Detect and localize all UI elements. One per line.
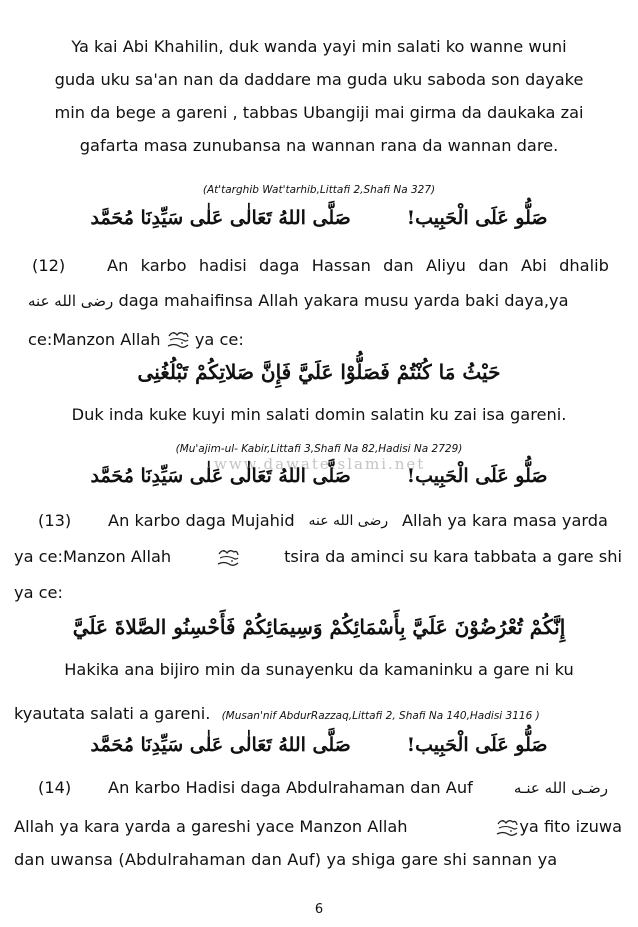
p1-citation: (At'targhib Wat'tarhib,Littafi 2,Shafi Na 327) [202,184,436,196]
salawat-sallallahu: صَلَّى اللهُ تَعَالٰى عَلٰى سَيِّدِنَا مُحَمَّد [90,207,351,229]
hadith-14-line-1 [108,778,608,798]
text: Allah ya kara masa yarda [401,511,608,530]
word: Aliyu [425,256,466,275]
hadith-12-line-2-text: daga mahaifinsa Allah yakara musu yarda baki daya,ya [118,291,569,310]
word: hadisi [198,256,247,275]
p1-line-1: Ya kai Abi Khahilin, duk wanda yayi min salati ko wanne wuni [71,37,567,56]
p1-line-3: min da bege a gareni , tabbas Ubangiji mai girma da daukaka zai [54,103,584,122]
hadith-13-line-1 [108,511,608,531]
text: dan uwansa (Abdulrahaman dan Auf) ya shiga gare shi sannan ya [14,850,558,869]
p1-line-4: gafarta masa zunubansa na wannan rana da wannan dare. [79,136,559,155]
word: dan [478,256,509,275]
radiallahu-anhu: رضى الله عنه [308,513,389,529]
hadith-13-number: (13) [38,511,72,530]
radiallahu-anhu: رضـى الله عنـه [513,779,608,797]
hadith-13-translation-2 [14,704,540,726]
hadith-13-translation-1: Hakika ana bijiro min da sunayenku da kamaninku a gare ni ku [64,660,574,679]
page-number: 6 [314,902,324,917]
text: Allah ya kara yarda a gareshi yace Manzon Allah [14,817,408,836]
text: ya ce: [194,330,244,349]
hadith-13-citation: (Musan'nif AbdurRazzaq,Littafi 2, Shafi Na 140,Hadisi 3116 ) [221,710,540,722]
hadith-14-number: (14) [38,778,72,797]
word: daga [259,256,300,275]
salawat-sallallahu: صَلَّى اللهُ تَعَالٰى عَلٰى سَيِّدِنَا مُحَمَّد [90,734,351,756]
sallallahu-alaihi-wasallam-seal-icon [216,546,240,568]
hadith-12-arabic: حَيْثُ مَا كُنْتُمْ فَصَلُّوْا عَلَيَّ فَإِنَّ صَلاتِكُمْ تَبْلُغُنِى [137,360,501,384]
word: dan [383,256,414,275]
salawat-habib: صَلُّو عَلَى الْحَبِيب! [406,734,548,756]
hadith-12-translation: Duk inda kuke kuyi min salati domin salatin ku zai isa gareni. [71,405,567,424]
hadith-12-line-1 [107,256,609,276]
word: An [107,256,129,275]
text: ya fito izuwa [519,817,622,836]
radiallahu-anhu: رضى الله عنه [28,292,114,310]
hadith-12-line-2 [28,291,569,311]
salawat-line-2 [0,466,638,486]
sallallahu-alaihi-wasallam-seal-icon [495,816,519,838]
text: ya ce:Manzon Allah [14,547,172,566]
hadith-14-line-3 [14,850,622,870]
salawat-sallallahu: صَلَّى اللهُ تَعَالٰى عَلٰى سَيِّدِنَا مُحَمَّد [90,465,351,487]
hadith-12-citation: (Mu'ajim-ul- Kabir,Littafi 3,Shafi Na 82,Hadisi Na 2729) [175,443,463,455]
hadith-14-line-2 [14,816,622,838]
word: dhalib [559,256,609,275]
word: Hassan [311,256,371,275]
p1-line-2: guda uku sa'an nan da daddare ma guda uku saboda son dayake [54,70,584,89]
hadith-13-line-3: ya ce: [14,583,63,602]
hadith-13-arabic: إِنَّكُمْ تُعْرُضُوْنَ عَلَيَّ بِأَسْمَائِكُمْ وَسِيمَائِكُمْ فَأَحْسِنُو الصَّلاةَ عَلَيَّ [72,615,566,639]
word: Abi [520,256,547,275]
text: An karbo Hadisi daga Abdulrahaman dan Auf [108,778,473,797]
hadith-13-line-2 [14,546,622,568]
salawat-habib: صَلُّو عَلَى الْحَبِيب! [406,465,548,487]
word: karbo [140,256,187,275]
text: ce:Manzon Allah [28,330,161,349]
watermark: www.dawateislami.net [214,455,426,473]
text: An karbo daga Mujahid [108,511,295,530]
text: kyautata salati a gareni. [14,704,211,723]
text: tsira da aminci su kara tabbata a gare shi [284,547,622,566]
hadith-12-number: (12) [32,256,66,275]
salawat-line-3 [0,735,638,755]
sallallahu-alaihi-wasallam-seal-icon [166,328,190,350]
salawat-habib: صَلُّو عَلَى الْحَبِيب! [406,207,548,229]
salawat-line-1 [0,208,638,228]
hadith-12-line-3 [28,328,244,350]
